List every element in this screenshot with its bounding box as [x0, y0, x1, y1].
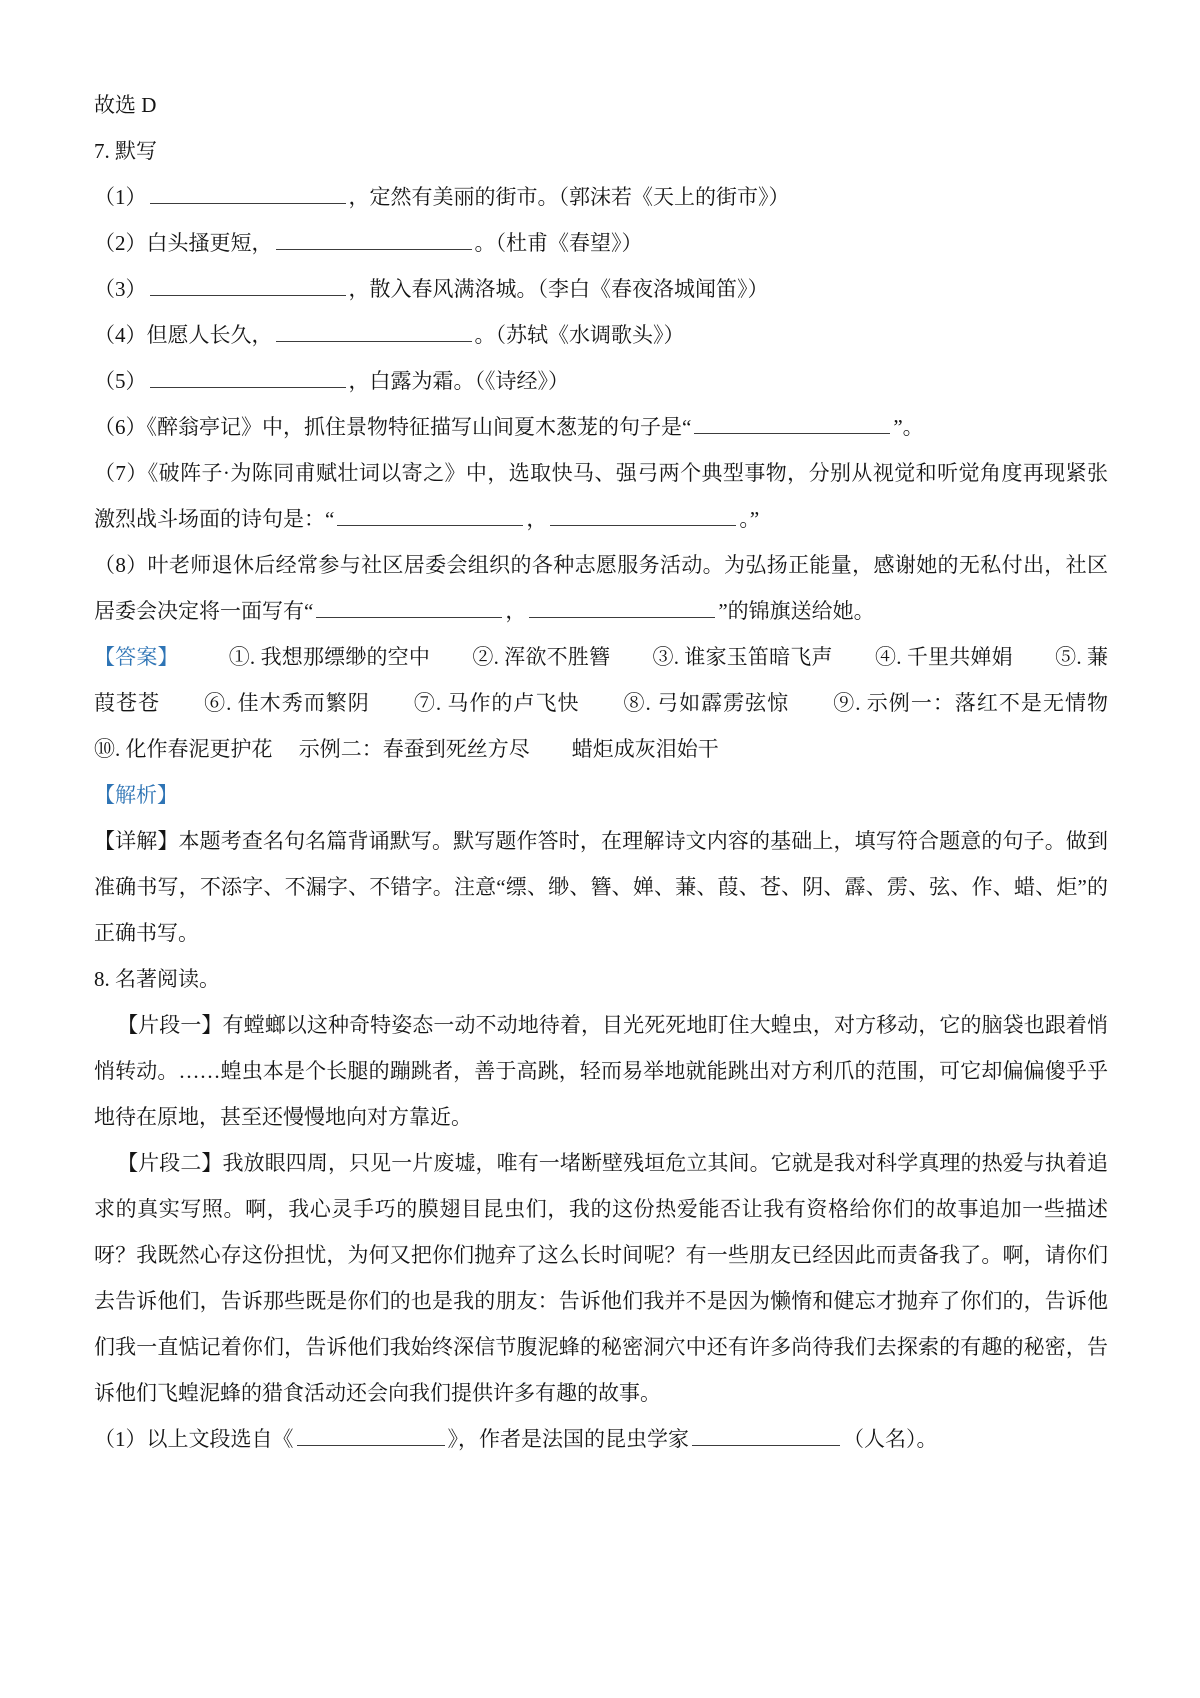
q7-detail: [94, 818, 1108, 956]
q7-item-2-post: 。（杜甫《春望》）: [474, 231, 643, 255]
fill-blank: [150, 366, 346, 388]
q7-item-8-post: ”的锦旗送给她。: [718, 599, 875, 623]
passage-2-text: 【片段二】我放眼四周，只见一片废墟，唯有一堵断壁残垣危立其间。它就是我对科学真理的热爱与执着追求的真实写照。啊，我心灵手巧的膜翅目昆虫们，我的这份热爱能否让我有资格给你们的故事追加一些描述呀？我既然心存这份担忧，为何又把你们抛弃了这么长时间呢？有一些朋友已经因此而责备我了。啊，请你们去告诉他们，告诉那些既是你们的也是我的朋友：告诉他们我并不是因为懒惰和健忘才抛弃了你们的，告诉他们我一直惦记着你们，告诉他们我始终深信节腹泥蜂的秘密洞穴中还有许多尚待我们去探索的有趣的秘密，告诉他们飞蝗泥蜂的猎食活动还会向我们提供许多有趣的故事。: [94, 1151, 1108, 1405]
q7-item-6: [94, 404, 1108, 450]
q8-title: [94, 956, 1108, 1002]
q7-item-6-pre: （6）《醉翁亭记》中，抓住景物特征描写山间夏木葱茏的句子是“: [94, 415, 692, 439]
passage-1-text: 【片段一】有螳螂以这种奇特姿态一动不动地待着，目光死死地盯住大蝗虫，对方移动，它的脑袋也跟着悄悄转动。……蝗虫本是个长腿的蹦跳者，善于高跳，轻而易举地就能跳出对方利爪的范围，可它却偏偏傻乎乎地待在原地，甚至还慢慢地向对方靠近。: [94, 1013, 1108, 1129]
q7-item-2: [94, 220, 1108, 266]
q7-item-5-pre: （5）: [94, 369, 147, 393]
q8-sub-question-1: [94, 1416, 1108, 1462]
q7-item-4-pre: （4）但愿人长久，: [94, 323, 273, 347]
q7-item-7-pre: （7）《破阵子·为陈同甫赋壮词以寄之》中，选取快马、强弓两个典型事物，分别从视觉和听觉角度再现紧张激烈战斗场面的诗句是：“: [94, 461, 1108, 531]
q7-answer: [94, 634, 1150, 772]
previous-answer-tail: [94, 82, 1108, 128]
q7-item-8-pre: （8）叶老师退休后经常参与社区居委会组织的各种志愿服务活动。为弘扬正能量，感谢她的无私付出，社区居委会决定将一面写有“: [94, 553, 1108, 623]
q8-title-text: 8. 名著阅读。: [94, 967, 220, 991]
fill-blank: [150, 182, 346, 204]
q7-item-7-mid: ，: [526, 507, 548, 531]
fill-blank: [337, 504, 523, 526]
fill-blank: [550, 504, 736, 526]
q7-analysis-label: [94, 772, 1108, 818]
fill-blank: [694, 412, 890, 434]
q7-item-1-post: ，定然有美丽的街市。（郭沫若《天上的街市》）: [348, 185, 790, 209]
q7-item-5: [94, 358, 1108, 404]
q8-passage-2: [94, 1140, 1108, 1416]
q7-item-1: [94, 174, 1108, 220]
fill-blank: [529, 596, 715, 618]
q7-item-3-pre: （3）: [94, 277, 147, 301]
analysis-label: 【解析】: [94, 783, 178, 807]
q7-item-4: [94, 312, 1108, 358]
q7-item-2-pre: （2）白头搔更短，: [94, 231, 273, 255]
q7-item-1-pre: （1）: [94, 185, 147, 209]
q7-title-text: 7. 默写: [94, 139, 157, 163]
q8-sub1-post: （人名）。: [843, 1427, 938, 1451]
q7-title: [94, 128, 1108, 174]
q7-item-7-post: 。”: [739, 507, 760, 531]
q7-item-3: [94, 266, 1108, 312]
q7-item-6-post: ”。: [893, 415, 924, 439]
q8-sub1-pre: （1）以上文段选自《: [94, 1427, 294, 1451]
q7-item-5-post: ，白露为霜。（《诗经》）: [348, 369, 569, 393]
fill-blank: [150, 274, 346, 296]
prev-answer-text: 故选 D: [94, 93, 157, 117]
q7-item-3-post: ，散入春风满洛城。（李白《春夜洛城闻笛》）: [348, 277, 769, 301]
fill-blank: [297, 1424, 445, 1446]
answer-text: ①. 我想那缥缈的空中 ②. 浑欲不胜簪 ③. 谁家玉笛暗飞声 ④. 千里共婵娟 ⑤. 蒹葭苍苍 ⑥. 佳木秀而繁阴 ⑦. 马作的卢飞快 ⑧. 弓如霹雳弦惊 ⑨. 示例一：落红不是无情物 ⑩. 化作春泥更护花 示例二：春蚕到死丝方尽 蜡炬成灰泪始干: [94, 645, 1150, 761]
answer-label: 【答案】: [94, 645, 179, 669]
detail-text: 【详解】本题考查名句名篇背诵默写。默写题作答时，在理解诗文内容的基础上，填写符合题意的句子。做到准确书写，不添字、不漏字、不错字。注意“缥、缈、簪、婵、蒹、葭、苍、阴、霹、雳、弦、作、蜡、炬”的正确书写。: [94, 829, 1108, 945]
fill-blank: [276, 228, 472, 250]
fill-blank: [692, 1424, 840, 1446]
q7-item-8: [94, 542, 1108, 634]
q7-item-4-post: 。（苏轼《水调歌头》）: [474, 323, 685, 347]
q7-item-7: [94, 450, 1108, 542]
q7-item-8-mid: ，: [505, 599, 527, 623]
fill-blank: [316, 596, 502, 618]
fill-blank: [276, 320, 472, 342]
q8-sub1-mid: 》，作者是法国的昆虫学家: [447, 1427, 689, 1451]
q8-passage-1: [94, 1002, 1108, 1140]
